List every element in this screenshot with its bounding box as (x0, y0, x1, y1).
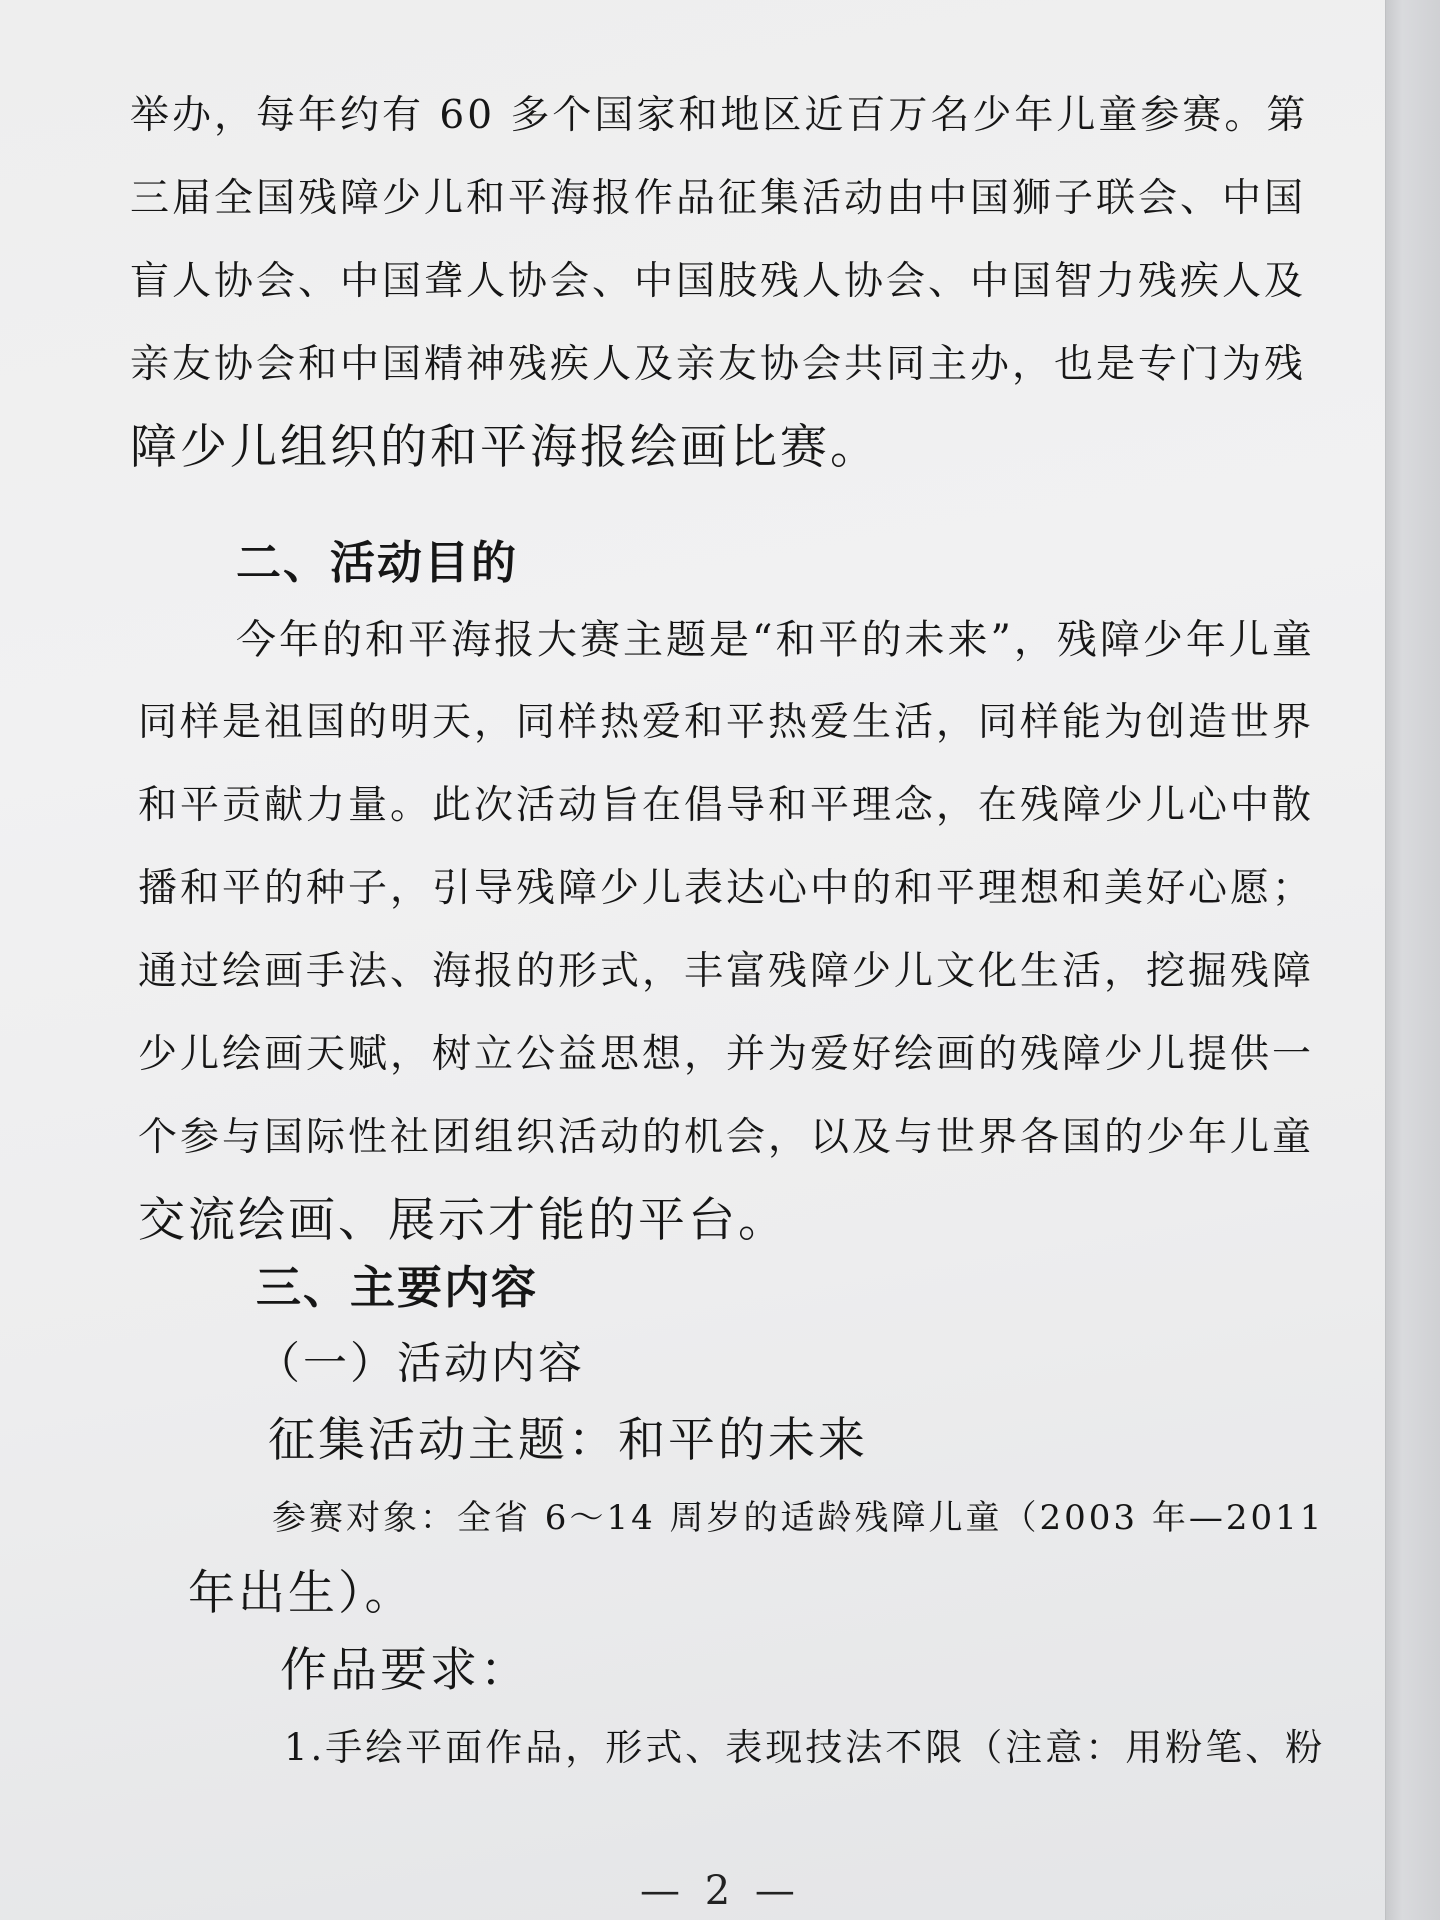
paragraph-line: 通过绘画手法、海报的形式，丰富残障少儿文化生活，挖掘残障 (138, 949, 1315, 994)
underlying-page-edge (1385, 0, 1440, 1920)
section-heading-content: 三、主要内容 (256, 1261, 539, 1314)
paragraph-line: 今年的和平海报大赛主题是“和平的未来”，残障少年儿童 (236, 617, 1315, 663)
subsection-heading: （一）活动内容 (256, 1338, 585, 1389)
paragraph-line: 征集活动主题：和平的未来 (268, 1413, 868, 1468)
paragraph-line: 少儿绘画天赋，树立公益思想，并为爱好绘画的残障少儿提供一 (138, 1032, 1315, 1077)
paragraph-line: 举办，每年约有 60 多个国家和地区近百万名少年儿童参赛。第 (130, 93, 1309, 138)
paragraph-line: 参赛对象：全省 6～14 周岁的适龄残障儿童（2003 年—2011 (272, 1498, 1325, 1538)
paragraph-line: 盲人协会、中国聋人协会、中国肢残人协会、中国智力残疾人及 (130, 259, 1307, 304)
paragraph-line: 交流绘画、展示才能的平台。 (138, 1193, 788, 1248)
paragraph-line: 播和平的种子，引导残障少儿表达心中的和平理想和美好心愿； (138, 866, 1315, 911)
paragraph-line: 同样是祖国的明天，同样热爱和平热爱生活，同样能为创造世界 (138, 700, 1315, 745)
section-heading-purpose: 二、活动目的 (236, 536, 519, 589)
paragraph-line: 亲友协会和中国精神残疾人及亲友协会共同主办，也是专门为残 (130, 342, 1307, 387)
paragraph-line: 障少儿组织的和平海报绘画比赛。 (130, 420, 880, 475)
paragraph-line: 作品要求： (280, 1643, 530, 1698)
paragraph-line: 年出生）。 (188, 1566, 415, 1621)
paragraph-line: 三届全国残障少儿和平海报作品征集活动由中国狮子联会、中国 (130, 176, 1307, 221)
paragraph-line: 和平贡献力量。此次活动旨在倡导和平理念，在残障少儿心中散 (138, 783, 1315, 828)
paragraph-line: 1.手绘平面作品，形式、表现技法不限（注意：用粉笔、粉 (284, 1726, 1326, 1769)
paragraph-line: 个参与国际性社团组织活动的机会，以及与世界各国的少年儿童 (138, 1115, 1315, 1160)
page-number: — 2 — (640, 1868, 801, 1914)
